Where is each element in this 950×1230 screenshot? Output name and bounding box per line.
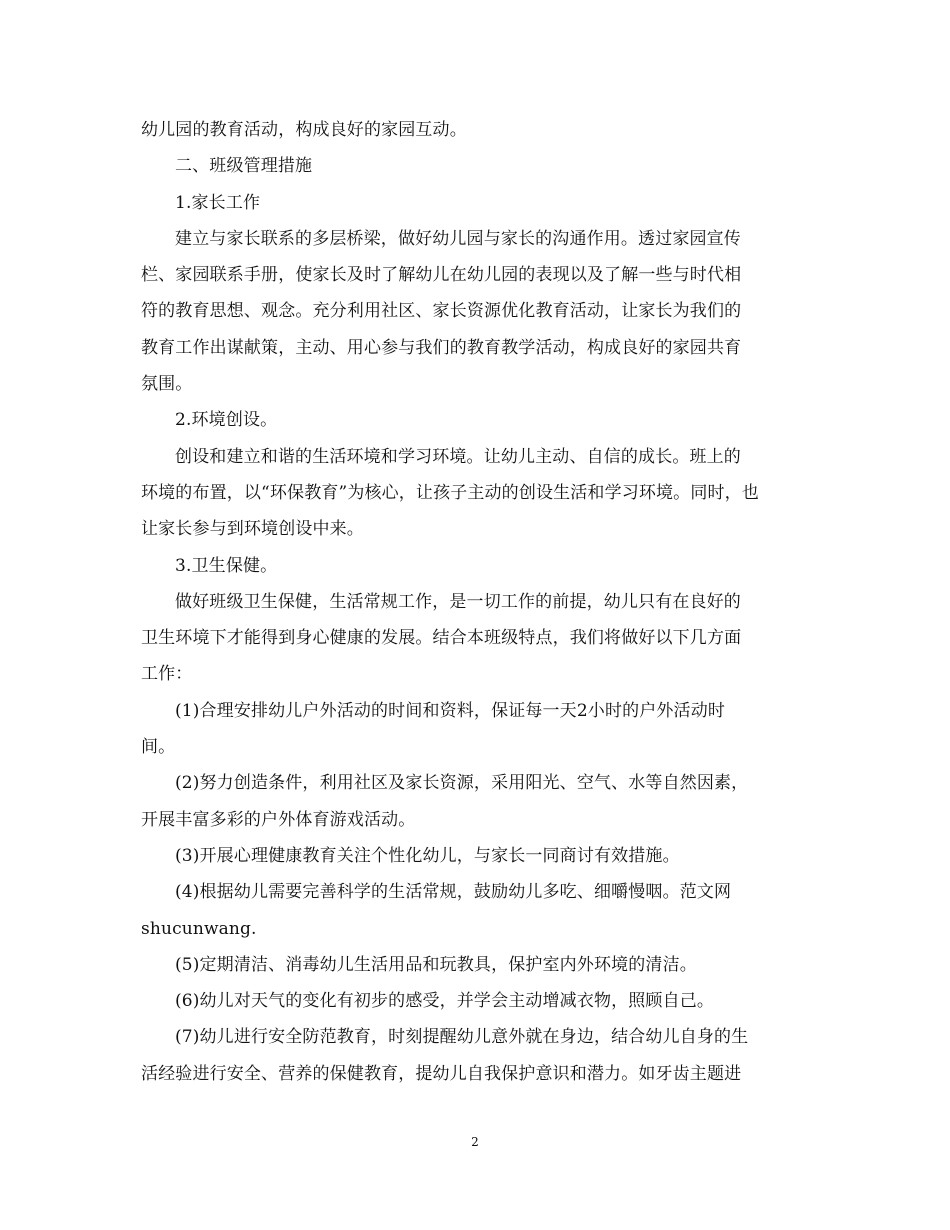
list-item-line: 活经验进行安全、营养的保健教育，提幼儿自我保护意识和潜力。如牙齿主题进: [141, 1063, 742, 1084]
list-item-line: (5)定期清洁、消毒幼儿生活用品和玩教具，保护室内外环境的清洁。: [175, 954, 697, 975]
subsection-heading: 1.家长工作: [175, 192, 261, 213]
paragraph-line: 做好班级卫生保健，生活常规工作，是一切工作的前提，幼儿只有在良好的: [175, 591, 741, 612]
paragraph-line: 氛围。: [141, 374, 193, 395]
paragraph-line: 卫生环境下才能得到身心健康的发展。结合本班级特点，我们将做好以下几方面: [141, 628, 742, 649]
list-item-line: (7)幼儿进行安全防范教育，时刻提醒幼儿意外就在身边，结合幼儿自身的生: [175, 1027, 749, 1048]
list-item-line: (3)开展心理健康教育关注个性化幼儿，与家长一同商讨有效措施。: [175, 845, 680, 866]
list-item-line: 开展丰富多彩的户外体育游戏活动。: [141, 809, 416, 830]
list-item-line: shucunwang.: [141, 918, 257, 939]
subsection-heading: 2.环境创设。: [175, 410, 278, 431]
list-item-line: (6)幼儿对天气的变化有初步的感受，并学会主动增减衣物，照顾自己。: [175, 991, 715, 1012]
paragraph-line: 工作：: [141, 664, 193, 685]
paragraph-line: 让家长参与到环境创设中来。: [141, 519, 364, 540]
paragraph-line: 创设和建立和谐的生活环境和学习环境。让幼儿主动、自信的成长。班上的: [175, 446, 741, 467]
paragraph-line: 教育工作出谋献策，主动、用心参与我们的教育教学活动，构成良好的家园共育: [141, 337, 742, 358]
page-number: 2: [471, 1135, 479, 1149]
subsection-heading: 3.卫生保健。: [175, 555, 278, 576]
paragraph-line: 栏、家园联系手册，使家长及时了解幼儿在幼儿园的表现以及了解一些与时代相: [141, 265, 742, 286]
section-heading: 二、班级管理措施: [175, 156, 313, 177]
paragraph-continuation-line: 幼儿园的教育活动，构成良好的家园互动。: [141, 120, 467, 140]
list-item-line: 间。: [141, 737, 176, 758]
paragraph-line: 符的教育思想、观念。充分利用社区、家长资源优化教育活动，让家长为我们的: [141, 301, 742, 322]
list-item-line: (4)根据幼儿需要完善科学的生活常规，鼓励幼儿多吃、细嚼慢咽。范文网: [175, 882, 732, 903]
list-item-line: (1)合理安排幼儿户外活动的时间和资料，保证每一天2小时的户外活动时: [175, 700, 725, 721]
paragraph-line: 建立与家长联系的多层桥梁，做好幼儿园与家长的沟通作用。透过家园宣传: [175, 228, 741, 249]
list-item-line: (2)努力创造条件，利用社区及家长资源，采用阳光、空气、水等自然因素，: [175, 773, 749, 794]
document-body: [141, 112, 809, 1092]
paragraph-line: 环境的布置，以“环保教育”为核心，让孩子主动的创设生活和学习环境。同时，也: [141, 482, 759, 503]
